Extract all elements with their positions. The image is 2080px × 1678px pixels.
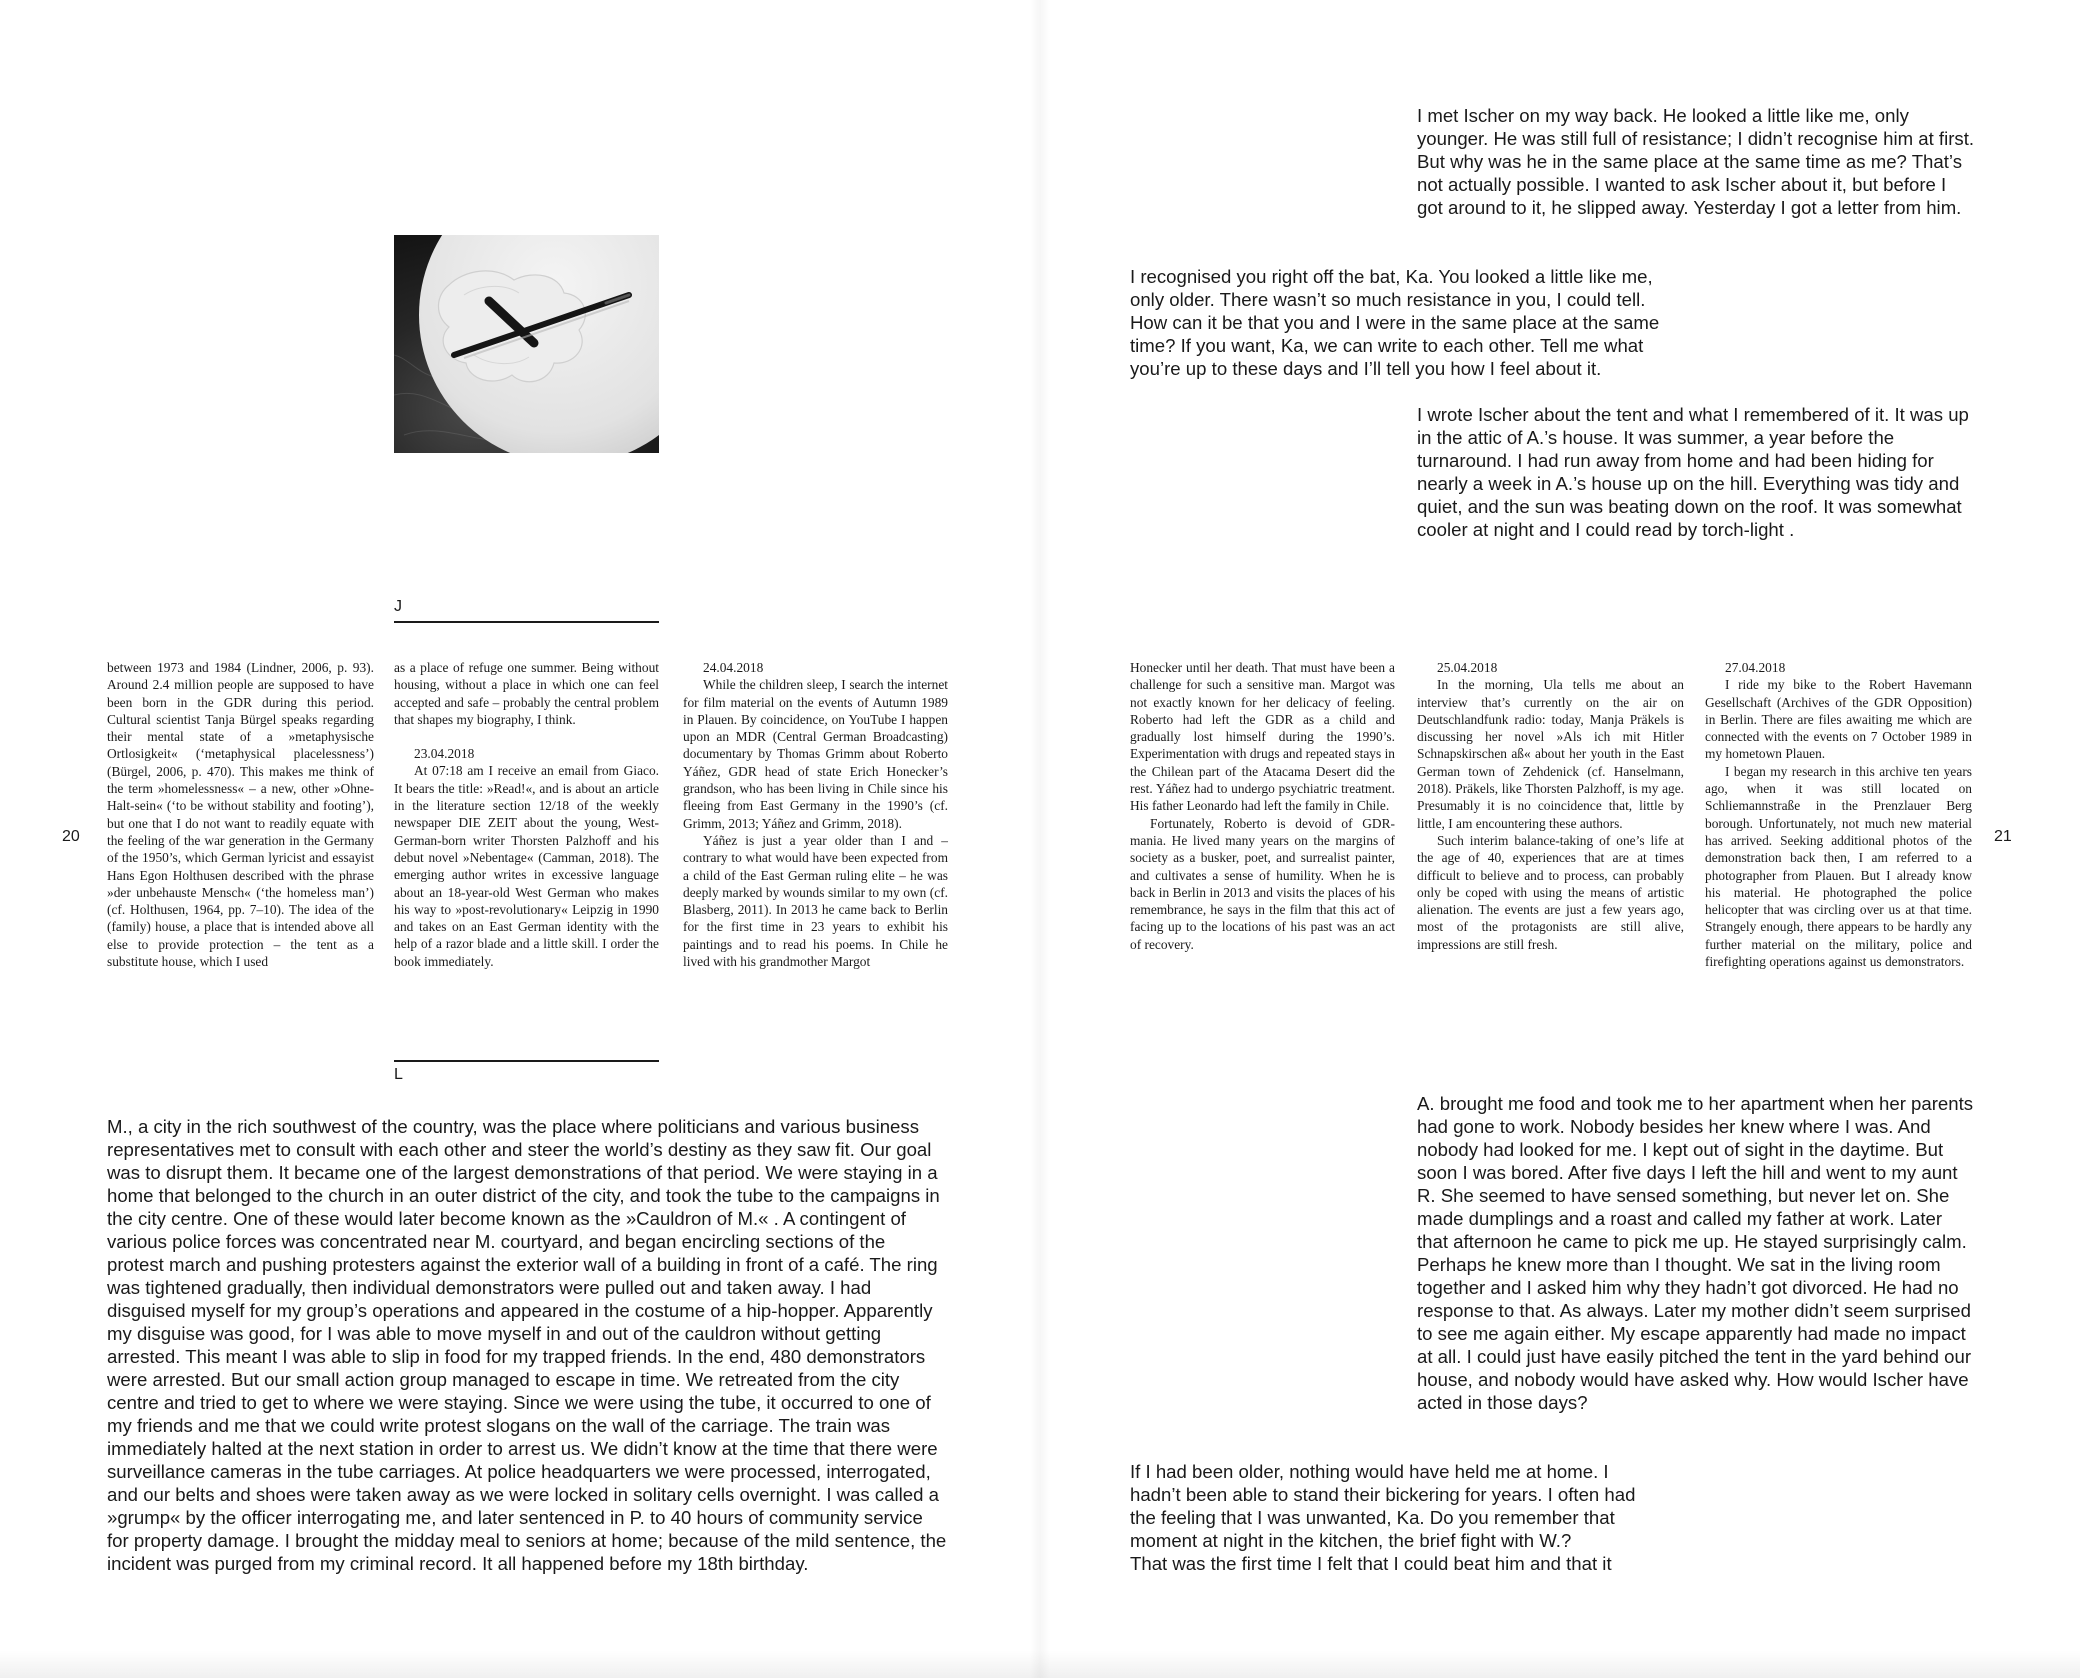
page-number-left: 20 [62, 828, 80, 845]
paragraph: as a place of refuge one summer. Being without housing, without a place in which one can feel accepted and safe – probably the central problem that shapes my biography, I think. [394, 660, 659, 727]
right-bottom-paragraph-2 [1130, 1460, 1678, 1575]
text-line: moment at night in the kitchen, the brief fight with W.? [1130, 1530, 1572, 1551]
section-rule-upper [394, 621, 659, 623]
left-column-3 [683, 659, 948, 970]
paragraph: I wrote Ischer about the tent and what I remembered of it. It was up in the attic of A.’s house. It was summer, a year before the turnaround. I had run away from home and had been hiding for nearly a week in A.’s house up on the hill. Everything was tidy and quiet, and the sun was beating down on the roof. It was somewhat cooler at night and I could read by torch-light . [1417, 404, 1969, 540]
right-column-2 [1417, 659, 1684, 953]
diary-date: 24.04.2018 [703, 660, 764, 675]
section-letter-j: J [394, 598, 402, 615]
paragraph: Honecker until her death. That must have been a challenge for such a sensitive man. Margot was not exactly known for her delicacy of feeling. Roberto had left the GDR as a child and gradually lost himself during the 1990’s. Experimentation with drugs and repeated stays in the Chilean part of the Atacama Desert did the rest. Yáñez had to undergo psychiatric treatment. His father Leonardo had left the family in Chile. [1130, 660, 1395, 814]
paragraph: I recognised you right off the bat, Ka. You looked a little like me, only older. There wasn’t so much resistance in you, I could tell. How can it be that you and I were in the same place at the same time? If you want, Ka, we can write to each other. Tell me what you’re up to these days and I’ll tell you how I feel about it. [1130, 266, 1660, 379]
paragraph: Fortunately, Roberto is devoid of GDR-mania. He lived many years on the margins of society as a busker, poet, and surrealist painter, and cultivates a sense of humility. When he is back in Berlin in 2013 and visits the places of his remembrance, he says in the film that this act of facing up to the locations of his past was an act of recovery. [1130, 815, 1395, 952]
diary-date: 25.04.2018 [1437, 660, 1498, 675]
page-number-right: 21 [1994, 828, 2012, 845]
section-rule-lower [394, 1060, 659, 1062]
paragraph: At 07:18 am I receive an email from Giaco. It bears the title: »Read!«, and is about an article in the literature section 12/18 of the weekly newspaper DIE ZEIT about the young, West-German-born writer Thorsten Palzhoff and his debut novel »Nebentage« (Camman, 2018). The emerging author writes in excessive language about an 18-year-old West German who makes his way to »post-revolutionary« Leipzig in 1990 and takes on an East German identity with the help of a razor blade and a little skill. I order the book immediately. [394, 763, 659, 969]
photo-illustration [394, 235, 659, 453]
right-top-paragraph-1 [1417, 104, 1975, 219]
paragraph: I met Ischer on my way back. He looked a little like me, only younger. He was still full of resistance; I didn’t recognise him at first. But why was he in the same place at the same time as me? That’s not actually possible. I wanted to ask Ischer about it, but before I got around to it, he slipped away. Yesterday I got a letter from him. [1417, 105, 1975, 218]
pen-on-table-photo [394, 235, 659, 453]
paragraph: A. brought me food and took me to her apartment when her parents had gone to work. Nobody besides her knew where I was. And nobody had looked for me. I kept out of sight in the daytime. But soon I was bored. After five days I left the hill and went to my aunt R. She seemed to have sensed something, but never let on. She made dumplings and a roast and called my father at work. Later that afternoon he came to pick me up. He stayed surprisingly calm. Perhaps he knew more than I thought. We sat in the living room together and I asked him why they hadn’t got divorced. He had no response to that. As always. Later my mother didn’t seem surprised to see me again either. My escape apparently had made no impact at all. I could just have easily pitched the tent in the yard behind our house, and nobody would have asked why. How would Ischer have acted in those days? [1417, 1093, 1974, 1413]
spacer [394, 728, 659, 745]
paragraph: I ride my bike to the Robert Havemann Gesellschaft (Archives of the GDR Opposition) in Berlin. There are files awaiting me which are connected with the events on 7 October 1989 in my hometown Plauen. [1705, 677, 1972, 762]
right-column-3 [1705, 659, 1972, 970]
paragraph: While the children sleep, I search the internet for film material on the events of Autumn 1989 in Plauen. By coincidence, on YouTube I happen upon an MDR (Central German Broadcasting) documentary by Thomas Grimm about Roberto Yáñez, GDR head of state Erich Honecker’s grandson, who has been living in Chile since his fleeing from East Germany in the 1990’s (cf. Grimm, 2013; Yáñez and Grimm, 2018). [683, 677, 948, 831]
right-column-1 [1130, 659, 1395, 953]
paragraph: I began my research in this archive ten years ago, when it was still located on Schliemannstraße in the Prenzlauer Berg borough. Unfortunately, not much new material has arrived. Seeking additional photos of the demonstration back then, I am referred to a photographer from Plauen. But I already know his material. He photographed the police helicopter that was circling over us at that time. Strangely enough, there appears to be hardly any further material on the military, police and firefighting operations against us demonstrators. [1705, 763, 1972, 970]
paragraph: Yáñez is just a year older than I and – contrary to what would have been expected from a child of the East German ruling elite – he was deeply marked by wounds similar to my own (cf. Blasberg, 2011). In 2013 he came back to Berlin for the first time in 23 years to exhibit his paintings and to read his poems. In Chile he lived with his grandmother Margot [683, 832, 948, 970]
right-top-paragraph-3 [1417, 403, 1975, 541]
paragraph: Such interim balance-taking of one’s life at the age of 40, experiences that are at times difficult to believe and to process, can probably only be coped with using the means of artistic alienation. The events are just a few years ago, most of the protagonists are still alive, impressions are still fresh. [1417, 832, 1684, 952]
right-bottom-paragraph-1 [1417, 1092, 1975, 1414]
diary-date: 23.04.2018 [414, 746, 475, 762]
paragraph: In the morning, Ula tells me about an interview that’s currently on the air on Deutschlandfunk radio: today, Manja Präkels is discussing her novel »Als ich mit Hitler Schnapskirschen aß« about her youth in the East German town of Zehdenick (cf. Hanselmann, 2018). Präkels, like Thorsten Palzhoff, is my age. Presumably it is no coincidence that, little by little, I am encountering these authors. [1417, 677, 1684, 831]
gutter-shadow [1030, 0, 1050, 1678]
section-letter-l: L [394, 1066, 403, 1083]
paragraph: between 1973 and 1984 (Lindner, 2006, p. 93). Around 2.4 million people are supposed to have been born in the GDR during this period. Cultural scientist Tanja Bürgel speaks regarding their mental state of a »metaphysische Ortlosigkeit« (‘metaphysical placelessness’) (Bürgel, 2006, p. 470). This makes me think of the term »homelessness« – a new, other »Ohne-Halt-sein« (‘to be without stability and footing’), but one that I do not want to readily equate with the feeling of the war generation in the Germany of the 1950’s, which German lyricist and essayist Hans Egon Holthusen described with the phrase »der unbehauste Mensch« (‘the homeless man’) (cf. Holthusen, 1964, pp. 7–10). The idea of the (family) house, a place that is intended above all else to provide protection – the tent as a substitute house, which I used [107, 660, 374, 970]
text-line: the feeling that I was unwanted, Ka. Do you remember that [1130, 1507, 1615, 1528]
paragraph: M., a city in the rich southwest of the country, was the place where politicians and various business representatives met to consult with each other and steer the world’s destiny as they saw fit. Our goal was to disrupt them. It became one of the largest demonstrations of that period. We were staying in a home that belonged to the church in an outer district of the city, and took the tube to the campaigns in the city centre. One of these would later become known as the »Cauldron of M.« . A contingent of various police forces was concentrated near M. courtyard, and began encircling sections of the protest march and pushing protesters against the exterior wall of a building in front of a café. The ring was tightened gradually, then individual demonstrators were pulled out and taken away. I had disguised myself for my group’s operations and appeared in the costume of a hip-hopper. Apparently my disguise was good, for I was able to move myself in and out of the cauldron without getting arrested. This meant I was able to slip in food for my trapped friends. In the end, 480 demonstrators were arrested. But our small action group managed to escape in time. We retreated from the city centre and tried to get to where we were staying. Since we were using the tube, it occurred to one of my friends and me that we could write protest slogans on the wall of the carriage. The train was immediately halted at the next station in order to arrest us. We didn’t know at the time that there were surveillance cameras in the tube carriages. At police headquarters we were processed, interrogated, and our belts and shoes were taken away as we were locked in solitary cells overnight. I was called a »grump« by the officer interrogating me, and later sentenced in P. to 40 hours of community service for property damage. I brought the midday meal to seniors at home; because of the mild sentence, the incident was purged from my criminal record. It all happened before my 18th birthday. [107, 1116, 947, 1574]
right-top-paragraph-2 [1130, 265, 1678, 380]
bottom-shadow [0, 1650, 2080, 1678]
left-column-2 [394, 659, 659, 970]
text-line: If I had been older, nothing would have held me at home. I [1130, 1461, 1609, 1482]
left-column-1 [107, 659, 374, 970]
left-bottom-narrative [107, 1115, 947, 1575]
text-line: hadn’t been able to stand their bickering for years. I often had [1130, 1484, 1636, 1505]
diary-date: 27.04.2018 [1725, 660, 1786, 675]
text-line: That was the first time I felt that I could beat him and that it [1130, 1553, 1612, 1574]
